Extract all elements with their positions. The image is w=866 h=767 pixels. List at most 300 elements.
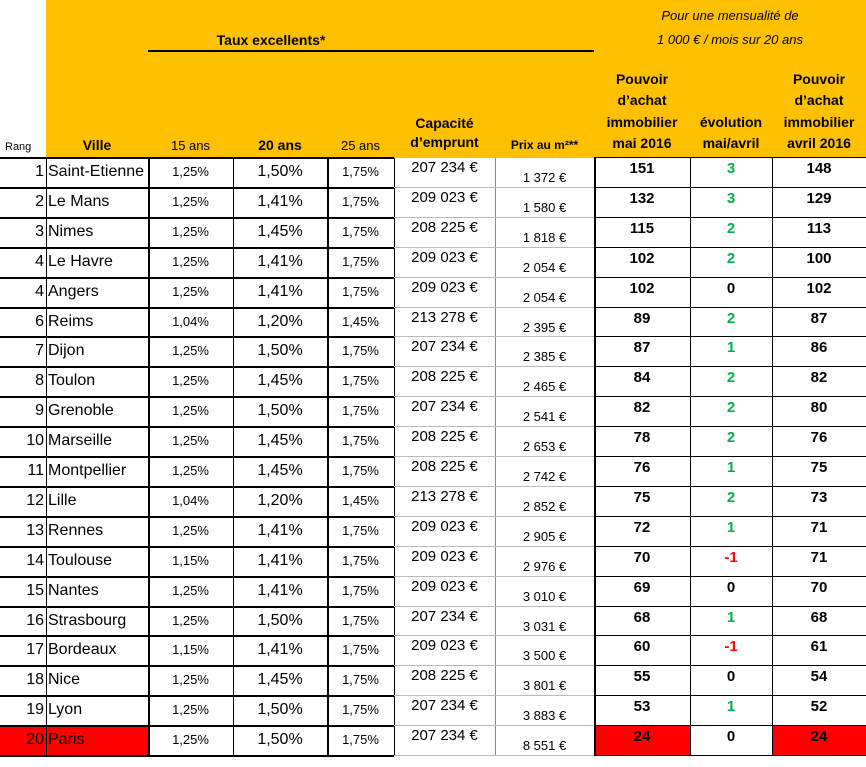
purchasing-power-may-cell: 82 (633, 399, 651, 417)
purchasing-power-april-cell: 100 (806, 249, 832, 267)
purchasing-power-may-cell: 55 (633, 668, 651, 686)
row-divider (594, 187, 866, 188)
purchasing-power-april-cell: 52 (810, 698, 828, 716)
row-divider (594, 426, 866, 427)
price-per-m2-cell: 2 742 € (522, 469, 567, 484)
row-divider (594, 755, 866, 756)
col-header-20-ans: 20 ans (258, 137, 302, 153)
evolution-cell: 2 (726, 249, 736, 267)
rank-cell: 12 (26, 491, 44, 509)
rate-15-cell: 1,25% (172, 193, 209, 209)
price-per-m2-cell: 1 580 € (522, 199, 567, 215)
rate-20-cell: 1,50% (257, 342, 303, 360)
price-per-m2-cell: 2 465 € (522, 379, 567, 395)
row-divider (594, 217, 866, 218)
table-row (0, 725, 866, 755)
city-cell: Lyon (48, 701, 83, 719)
col-header-pouvoir-avril-1: Pouvoir (792, 71, 846, 87)
rate-20-cell: 1,20% (257, 312, 303, 330)
city-cell: Montpellier (48, 462, 127, 479)
borrowing-capacity-cell: 209 023 € (411, 547, 478, 565)
rate-15-cell: 1,15% (172, 552, 209, 568)
row-divider (594, 606, 866, 607)
row-divider (594, 247, 866, 248)
rate-25-cell: 1,45% (342, 313, 379, 329)
table-row (0, 546, 866, 576)
purchasing-power-may-cell: 53 (633, 698, 651, 716)
borrowing-capacity-cell: 207 234 € (411, 338, 478, 356)
table-row (0, 247, 866, 277)
city-cell: Lille (48, 491, 77, 509)
purchasing-power-may-cell: 24 (594, 725, 690, 755)
rate-20-cell: 1,45% (257, 462, 303, 479)
city-cell: Nimes (48, 222, 94, 240)
price-per-m2-cell: 2 653 € (522, 439, 567, 455)
borrowing-capacity-cell: 208 225 € (411, 428, 478, 446)
purchasing-power-april-cell: 82 (810, 369, 828, 387)
rate-15-cell: 1,25% (172, 403, 209, 419)
evolution-cell: 1 (726, 459, 736, 476)
city-cell: Nantes (48, 581, 99, 599)
row-divider (594, 456, 866, 457)
rank-cell: 10 (26, 432, 44, 450)
row-divider-light (394, 635, 594, 636)
table-row (0, 606, 866, 636)
col-header-capacite-2: d’emprunt (410, 134, 479, 150)
table-row (0, 456, 866, 486)
row-divider (594, 546, 866, 547)
table-row (0, 396, 866, 426)
purchasing-power-april-cell: 68 (810, 608, 828, 626)
rate-25-cell: 1,75% (342, 672, 379, 688)
col-header-pouvoir-mai-4: mai 2016 (612, 135, 672, 151)
purchasing-power-april-cell: 148 (806, 160, 832, 177)
col-header-pouvoir-avril-2: d’achat (794, 92, 844, 108)
row-divider (0, 546, 394, 548)
rank-cell: 17 (26, 641, 44, 659)
evolution-cell: 2 (726, 309, 736, 327)
rate-20-cell: 1,45% (257, 222, 303, 240)
price-per-m2-cell: 3 010 € (522, 588, 567, 604)
purchasing-power-may-cell: 84 (633, 369, 651, 387)
purchasing-power-april-cell: 76 (810, 429, 828, 447)
row-divider (594, 277, 866, 278)
purchasing-power-april-cell: 24 (772, 725, 866, 755)
evolution-cell: 2 (726, 488, 736, 506)
city-cell: Rennes (48, 521, 104, 539)
taux-excellents-title: Taux excellents* (216, 32, 326, 48)
borrowing-capacity-cell: 208 225 € (411, 368, 478, 386)
rate-20-cell: 1,41% (257, 521, 303, 539)
purchasing-power-april-cell: 129 (806, 189, 832, 207)
rate-25-cell: 1,75% (342, 522, 379, 538)
rank-cell: 16 (26, 611, 44, 629)
evolution-cell: 0 (726, 728, 736, 746)
city-cell: Grenoble (48, 402, 114, 420)
purchasing-power-may-cell: 69 (633, 578, 651, 596)
purchasing-power-april-cell: 75 (810, 459, 828, 476)
table-row (0, 366, 866, 396)
purchasing-power-may-cell: 151 (629, 160, 655, 177)
evolution-cell: 0 (726, 578, 736, 596)
rate-25-cell: 1,75% (342, 463, 379, 478)
rate-25-cell: 1,75% (342, 403, 379, 419)
rate-15-cell: 1,25% (172, 612, 209, 628)
purchasing-power-may-cell: 102 (629, 249, 655, 267)
rank-cell: 19 (26, 701, 44, 719)
row-divider-light (394, 277, 594, 278)
row-divider (0, 426, 394, 428)
row-divider-light (394, 187, 594, 188)
price-per-m2-cell: 2 054 € (522, 259, 567, 275)
row-divider (0, 755, 394, 757)
rate-25-cell: 1,45% (342, 492, 379, 508)
rate-15-cell: 1,25% (172, 223, 209, 239)
row-divider-light (394, 336, 594, 337)
col-header-evolution-1: évolution (699, 114, 763, 130)
price-per-m2-cell: 3 031 € (522, 618, 567, 634)
evolution-cell: 1 (726, 608, 736, 626)
borrowing-capacity-cell: 209 023 € (411, 188, 478, 206)
borrowing-capacity-cell: 208 225 € (411, 458, 478, 475)
rate-25-cell: 1,75% (342, 164, 379, 179)
rate-25-cell: 1,75% (342, 193, 379, 209)
rate-25-cell: 1,75% (342, 552, 379, 568)
rate-25-cell: 1,75% (342, 433, 379, 449)
rate-20-cell: 1,45% (257, 372, 303, 390)
rate-15-cell: 1,25% (172, 702, 209, 718)
col-header-pouvoir-mai-3: immobilier (606, 114, 678, 130)
purchasing-power-may-cell: 72 (633, 518, 651, 536)
table-row (0, 336, 866, 366)
purchasing-power-april-cell: 73 (810, 488, 828, 506)
rate-20-cell: 1,50% (257, 163, 303, 180)
purchasing-power-april-cell: 113 (806, 219, 832, 237)
rate-20-cell: 1,20% (257, 491, 303, 509)
row-divider-light (394, 516, 594, 517)
rank-cell: 4 (35, 252, 44, 270)
row-divider (0, 486, 394, 488)
row-divider (0, 516, 394, 518)
table-row (0, 695, 866, 725)
row-divider-light (394, 307, 594, 308)
evolution-cell: 1 (726, 339, 736, 357)
rank-cell: 8 (35, 372, 44, 390)
col-header-15-ans: 15 ans (170, 138, 211, 153)
borrowing-capacity-cell: 208 225 € (411, 667, 478, 685)
mensualite-note-line1: Pour une mensualité de (661, 8, 799, 23)
city-cell: Strasbourg (48, 611, 127, 629)
city-cell: Marseille (48, 432, 113, 450)
row-divider (594, 157, 866, 158)
rate-25-cell: 1,75% (342, 642, 379, 658)
row-divider (0, 366, 394, 368)
purchasing-power-april-cell: 71 (810, 548, 828, 566)
borrowing-capacity-cell: 207 234 € (411, 607, 478, 625)
row-divider-light (394, 247, 594, 248)
price-per-m2-cell: 2 852 € (522, 498, 567, 514)
purchasing-power-may-cell: 68 (633, 608, 651, 626)
row-divider (594, 336, 866, 337)
rate-15-cell: 1,04% (172, 492, 209, 508)
mensualite-note-line2: 1 000 € / mois sur 20 ans (657, 32, 803, 47)
table-row (0, 665, 866, 695)
rank-cell: 13 (26, 521, 44, 539)
table-row (0, 635, 866, 665)
table-row (0, 486, 866, 516)
col-header-pouvoir-mai-2: d’achat (617, 92, 667, 108)
rate-15-cell: 1,15% (172, 642, 209, 658)
col-header-pouvoir-avril-3: immobilier (783, 114, 855, 130)
row-divider (0, 247, 394, 249)
city-cell: Toulon (48, 372, 96, 390)
evolution-cell: 2 (726, 219, 736, 237)
price-per-m2-cell: 2 541 € (522, 409, 567, 425)
col-header-prix: Prix au m²** (510, 138, 579, 152)
rank-cell: 2 (35, 192, 44, 210)
rank-cell: 9 (35, 402, 44, 420)
rate-25-cell: 1,75% (342, 732, 379, 748)
evolution-cell: 1 (726, 698, 736, 716)
col-header-ville: Ville (82, 137, 112, 153)
row-divider-light (394, 456, 594, 457)
table-row (0, 217, 866, 247)
row-divider (594, 635, 866, 636)
rank-cell: 4 (35, 282, 44, 300)
row-divider (0, 217, 394, 219)
rate-20-cell: 1,41% (257, 252, 303, 270)
purchasing-power-may-cell: 78 (633, 429, 651, 447)
row-divider-light (394, 695, 594, 696)
row-divider-light (394, 755, 594, 756)
borrowing-capacity-cell: 207 234 € (411, 159, 478, 176)
evolution-cell: 2 (726, 369, 736, 387)
rate-20-cell: 1,50% (257, 402, 303, 420)
city-cell: Angers (48, 282, 99, 300)
price-per-m2-cell: 1 818 € (522, 229, 567, 245)
purchasing-power-april-cell: 80 (810, 399, 828, 417)
borrowing-capacity-cell: 209 023 € (411, 248, 478, 266)
rate-15-cell: 1,25% (172, 522, 209, 538)
city-cell: Nice (48, 671, 81, 689)
rank-cell: 18 (26, 671, 44, 689)
borrowing-capacity-cell: 207 234 € (411, 697, 478, 715)
row-divider (0, 277, 394, 279)
price-per-m2-cell: 1 372 € (522, 170, 567, 185)
evolution-cell: -1 (724, 638, 738, 656)
rate-15-cell: 1,25% (172, 373, 209, 389)
row-divider-light (394, 486, 594, 487)
rate-25-cell: 1,75% (342, 612, 379, 628)
rate-25-cell: 1,75% (342, 373, 379, 389)
borrowing-capacity-cell: 209 023 € (411, 637, 478, 655)
row-divider (594, 576, 866, 577)
purchasing-power-may-cell: 87 (633, 339, 651, 357)
row-divider (594, 516, 866, 517)
purchasing-power-april-cell: 102 (806, 279, 832, 297)
rate-15-cell: 1,25% (172, 732, 209, 748)
row-divider (594, 307, 866, 308)
price-per-m2-cell: 2 905 € (522, 528, 567, 544)
row-divider (0, 456, 394, 458)
purchasing-power-april-cell: 87 (810, 309, 828, 327)
purchasing-power-april-cell: 71 (810, 518, 828, 536)
price-per-m2-cell: 3 883 € (522, 708, 567, 724)
evolution-cell: 1 (726, 518, 736, 536)
borrowing-capacity-cell: 209 023 € (411, 278, 478, 296)
taux-underline (148, 50, 594, 52)
row-divider-light (394, 665, 594, 666)
row-divider (0, 157, 394, 159)
rate-15-cell: 1,04% (172, 313, 209, 329)
purchasing-power-may-cell: 60 (633, 638, 651, 656)
evolution-cell: 3 (726, 189, 736, 207)
rate-20-cell: 1,45% (257, 432, 303, 450)
rate-20-cell: 1,50% (257, 731, 303, 749)
row-divider (0, 665, 394, 667)
purchasing-power-may-cell: 115 (629, 219, 655, 237)
col-header-25-ans: 25 ans (340, 138, 381, 153)
row-divider-light (394, 576, 594, 577)
row-divider-light (394, 606, 594, 607)
rate-20-cell: 1,41% (257, 282, 303, 300)
row-divider (594, 366, 866, 367)
rate-25-cell: 1,75% (342, 343, 379, 359)
row-divider-light (394, 157, 594, 158)
row-divider (0, 396, 394, 398)
price-per-m2-cell: 2 976 € (522, 558, 567, 574)
row-divider (0, 606, 394, 608)
price-per-m2-cell: 2 385 € (522, 349, 567, 365)
evolution-cell: 2 (726, 399, 736, 417)
rate-15-cell: 1,25% (172, 253, 209, 269)
row-divider (0, 725, 394, 727)
evolution-cell: 2 (726, 429, 736, 447)
col-header-evolution-2: mai/avril (702, 135, 760, 151)
row-divider (594, 725, 866, 726)
borrowing-capacity-cell: 209 023 € (411, 577, 478, 595)
city-cell: Saint-Etienne (48, 163, 145, 180)
borrowing-capacity-cell: 207 234 € (411, 398, 478, 416)
rate-15-cell: 1,25% (172, 343, 209, 359)
row-divider (0, 695, 394, 697)
rate-20-cell: 1,41% (257, 192, 303, 210)
price-per-m2-cell: 3 500 € (522, 648, 567, 664)
purchasing-power-may-cell: 70 (633, 548, 651, 566)
evolution-cell: 0 (726, 279, 736, 297)
rate-20-cell: 1,50% (257, 611, 303, 629)
table-row (0, 277, 866, 307)
purchasing-power-april-cell: 70 (810, 578, 828, 596)
rate-25-cell: 1,75% (342, 283, 379, 299)
price-per-m2-cell: 2 054 € (522, 289, 567, 305)
borrowing-capacity-cell: 209 023 € (411, 517, 478, 535)
row-divider-light (394, 396, 594, 397)
purchasing-power-april-cell: 86 (810, 339, 828, 357)
city-cell: Paris (46, 725, 148, 755)
rate-15-cell: 1,25% (172, 463, 209, 478)
table-row (0, 426, 866, 456)
table-header (0, 0, 866, 157)
city-cell: Le Mans (48, 192, 110, 210)
rate-20-cell: 1,41% (257, 641, 303, 659)
purchasing-power-may-cell: 76 (633, 459, 651, 476)
col-header-pouvoir-mai-1: Pouvoir (615, 71, 669, 87)
row-divider (0, 336, 394, 338)
table-row (0, 307, 866, 337)
row-divider (0, 576, 394, 578)
rate-15-cell: 1,25% (172, 672, 209, 688)
rate-15-cell: 1,25% (172, 582, 209, 598)
rate-20-cell: 1,45% (257, 671, 303, 689)
purchasing-power-april-cell: 61 (810, 638, 828, 656)
city-cell: Dijon (48, 342, 85, 360)
borrowing-capacity-cell: 207 234 € (411, 727, 478, 745)
row-divider-light (394, 366, 594, 367)
row-divider-light (394, 426, 594, 427)
borrowing-capacity-cell: 213 278 € (411, 487, 478, 505)
col-header-capacite-1: Capacité (415, 115, 474, 131)
evolution-cell: -1 (724, 548, 738, 566)
city-cell: Toulouse (48, 551, 113, 569)
rate-15-cell: 1,25% (172, 283, 209, 299)
row-divider (594, 396, 866, 397)
purchasing-power-may-cell: 102 (629, 279, 655, 297)
row-divider (0, 635, 394, 637)
row-divider (0, 187, 394, 189)
rate-20-cell: 1,41% (257, 551, 303, 569)
rate-25-cell: 1,75% (342, 702, 379, 718)
price-per-m2-cell: 8 551 € (522, 738, 567, 754)
rate-25-cell: 1,75% (342, 582, 379, 598)
rank-cell: 7 (35, 342, 44, 360)
purchasing-power-may-cell: 75 (633, 488, 651, 506)
col-header-pouvoir-avril-4: avril 2016 (787, 135, 851, 151)
purchasing-power-april-cell: 54 (810, 668, 828, 686)
rank-cell: 20 (0, 725, 46, 755)
row-divider (594, 665, 866, 666)
col-header-rang: Rang (5, 141, 32, 153)
rank-cell: 15 (26, 581, 44, 599)
purchasing-power-may-cell: 132 (629, 189, 655, 207)
rate-20-cell: 1,41% (257, 581, 303, 599)
city-cell: Reims (48, 312, 94, 330)
rate-15-cell: 1,25% (172, 433, 209, 449)
rank-cell: 6 (35, 312, 44, 330)
rank-cell: 14 (26, 551, 44, 569)
rank-cell: 11 (27, 462, 44, 479)
rate-15-cell: 1,25% (172, 164, 209, 179)
row-divider (594, 486, 866, 487)
row-divider-light (394, 546, 594, 547)
rate-25-cell: 1,75% (342, 253, 379, 269)
price-per-m2-cell: 2 395 € (522, 319, 567, 335)
row-divider (594, 695, 866, 696)
city-cell: Le Havre (48, 252, 113, 270)
row-divider-light (394, 725, 594, 726)
purchasing-power-may-cell: 89 (633, 309, 651, 327)
row-divider-light (394, 217, 594, 218)
table-row (0, 516, 866, 546)
rate-20-cell: 1,50% (257, 701, 303, 719)
table-row (0, 187, 866, 217)
table-row (0, 576, 866, 606)
city-cell: Bordeaux (48, 641, 117, 659)
price-per-m2-cell: 3 801 € (522, 678, 567, 694)
evolution-cell: 0 (726, 668, 736, 686)
evolution-cell: 3 (726, 160, 736, 177)
borrowing-capacity-cell: 213 278 € (411, 308, 478, 326)
